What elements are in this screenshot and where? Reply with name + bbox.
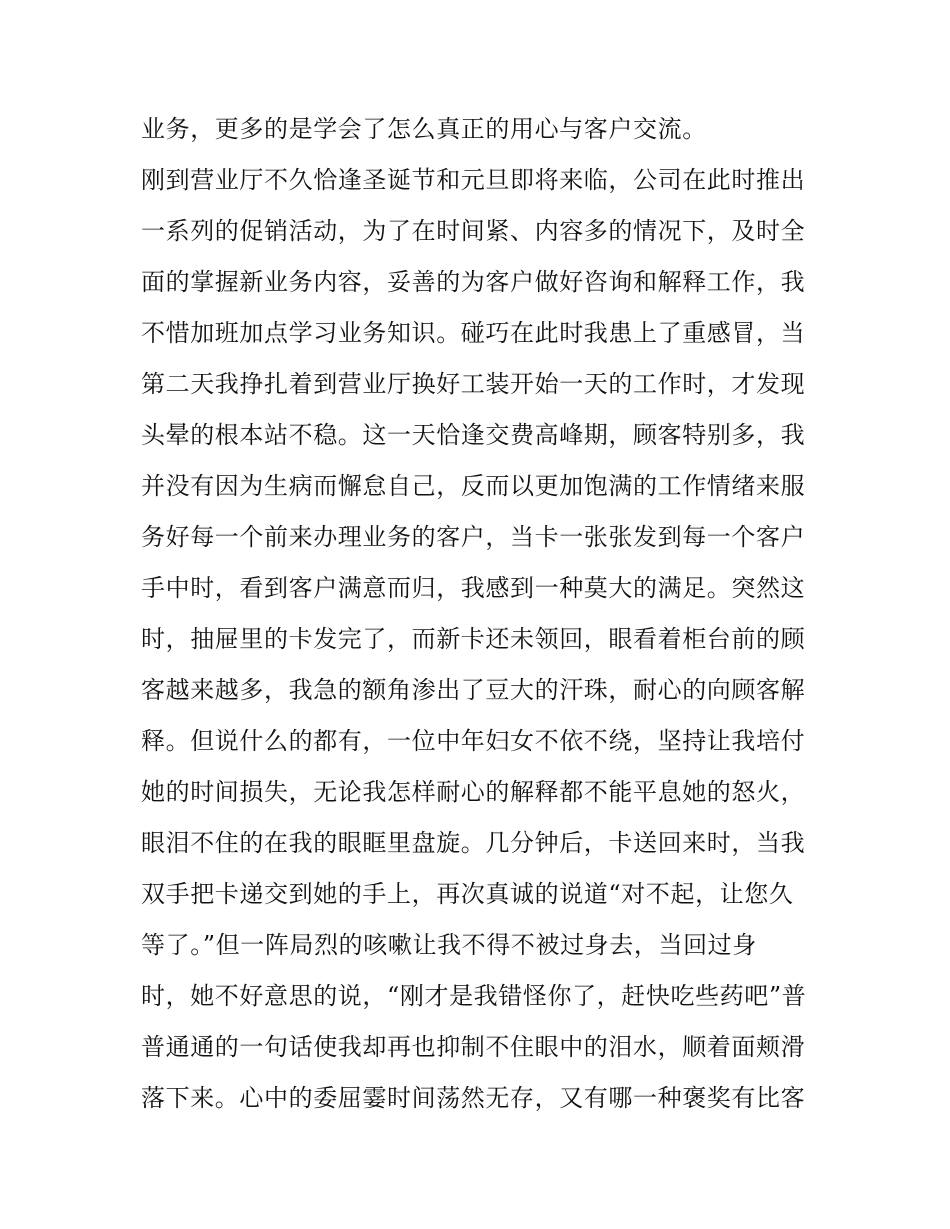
text-line: 她的时间损失，无论我怎样耐心的解释都不能平息她的怒火， xyxy=(141,778,806,806)
text-line: 双手把卡递交到她的手上，再次真诚的说道“对不起，让您久 xyxy=(141,880,794,908)
text-line: 普通通的一句话使我却再也抑制不住眼中的泪水，顺着面颊滑 xyxy=(141,1033,806,1061)
text-line: 手中时，看到客户满意而归，我感到一种莫大的满足。突然这 xyxy=(141,574,806,602)
text-line: 落下来。心中的委屈霎时间荡然无存，又有哪一种褒奖有比客 xyxy=(141,1084,806,1112)
text-line: 第二天我挣扎着到营业厅换好工装开始一天的工作时，才发现 xyxy=(141,370,806,398)
text-line: 时，她不好意思的说，“刚才是我错怪你了，赶快吃些药吧”普 xyxy=(141,982,807,1010)
text-line: 眼泪不住的在我的眼眶里盘旋。几分钟后，卡送回来时，当我 xyxy=(141,829,806,857)
text-line: 不惜加班加点学习业务知识。碰巧在此时我患上了重感冒，当 xyxy=(141,319,806,347)
text-line: 一系列的促销活动，为了在时间紧、内容多的情况下，及时全 xyxy=(141,217,806,245)
text-line: 刚到营业厅不久恰逢圣诞节和元旦即将来临，公司在此时推出 xyxy=(141,166,806,194)
text-line: 并没有因为生病而懈怠自己，反而以更加饱满的工作情绪来服 xyxy=(141,472,806,500)
text-line: 头晕的根本站不稳。这一天恰逢交费高峰期，顾客特别多，我 xyxy=(141,421,806,449)
text-line: 务好每一个前来办理业务的客户，当卡一张张发到每一个客户 xyxy=(141,523,806,551)
text-line: 业务，更多的是学会了怎么真正的用心与客户交流。 xyxy=(141,115,707,143)
text-line: 时，抽屉里的卡发完了，而新卡还未领回，眼看着柜台前的顾 xyxy=(141,625,806,653)
text-line: 释。但说什么的都有，一位中年妇女不依不绕，坚持让我培付 xyxy=(141,727,806,755)
text-line: 客越来越多，我急的额角渗出了豆大的汗珠，耐心的向顾客解 xyxy=(141,676,806,704)
text-line: 面的掌握新业务内容，妥善的为客户做好咨询和解释工作，我 xyxy=(141,268,806,296)
text-line: 等了。”但一阵局烈的咳嗽让我不得不被过身去，当回过身 xyxy=(141,931,757,959)
